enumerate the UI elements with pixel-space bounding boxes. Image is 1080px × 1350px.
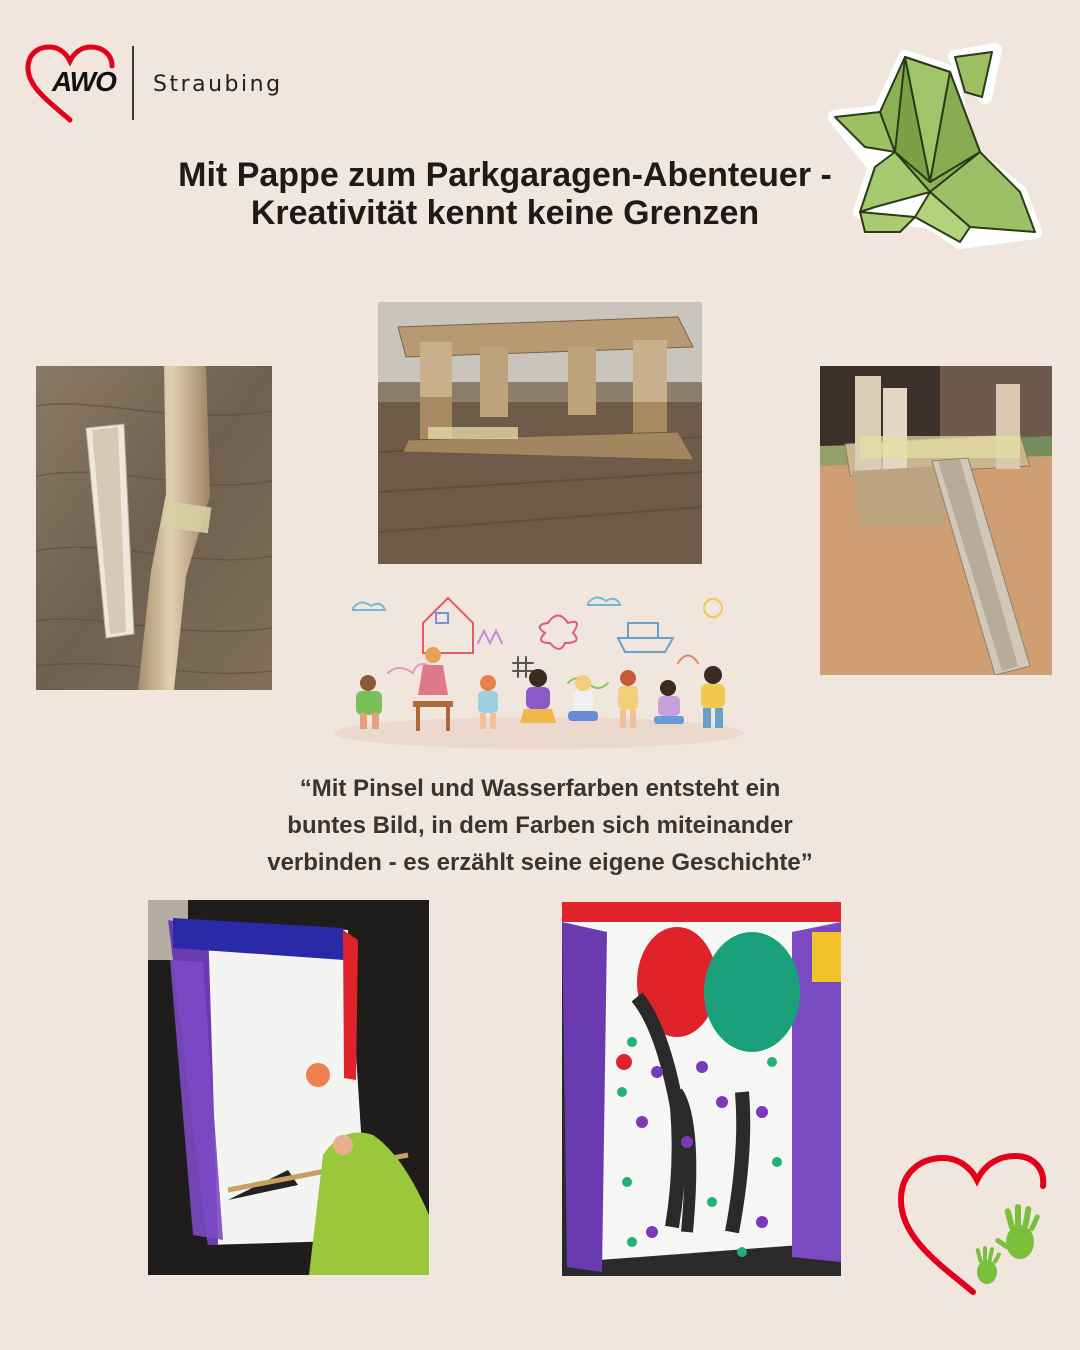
kids-drawing-illustration bbox=[328, 583, 750, 751]
page-title-line-1: Mit Pappe zum Parkgaragen-Abenteuer - bbox=[178, 156, 832, 194]
logo-word: AWO bbox=[52, 66, 116, 97]
origami-frog-icon bbox=[820, 42, 1050, 252]
quote-line-1: “Mit Pinsel und Wasserfarben entsteht ein bbox=[299, 775, 781, 802]
awo-logo bbox=[22, 44, 302, 124]
quote-line-3: verbinden - es erzählt seine eigene Geschichte” bbox=[267, 849, 813, 876]
quote-line-2: buntes Bild, in dem Farben sich miteinander bbox=[287, 812, 793, 839]
heart-handprints-icon bbox=[895, 1150, 1055, 1300]
page-title bbox=[90, 156, 920, 232]
logo-location: Straubing bbox=[153, 72, 283, 97]
photo-cardboard-tubes bbox=[36, 366, 272, 690]
photo-painting-in-progress bbox=[148, 900, 429, 1275]
page-title-line-2: Kreativität kennt keine Grenzen bbox=[250, 194, 760, 232]
photo-cardboard-deck bbox=[378, 302, 702, 564]
quote-text bbox=[180, 770, 900, 881]
logo-divider bbox=[132, 46, 134, 120]
photo-finished-painting bbox=[562, 902, 841, 1276]
photo-cardboard-ramp bbox=[820, 366, 1052, 675]
